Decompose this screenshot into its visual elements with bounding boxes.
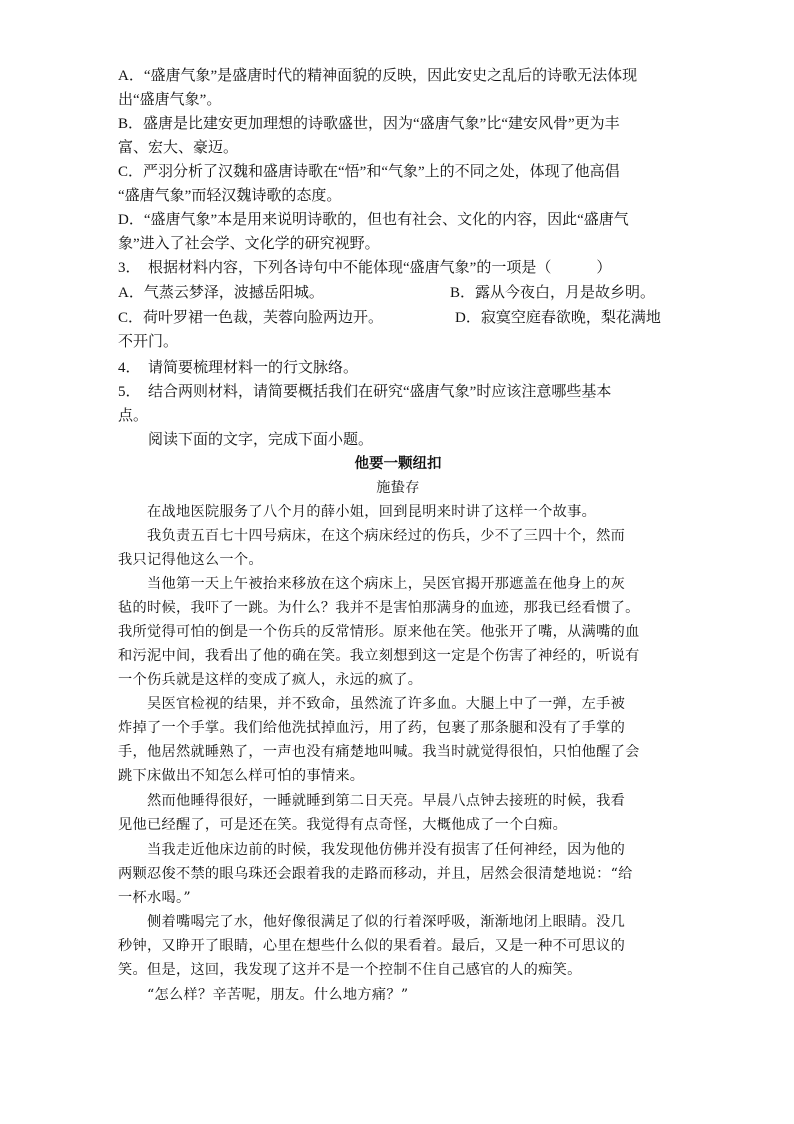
story-line: 然而他睡得很好，一睡就睡到第二日天亮。早晨八点钟去接班的时候，我看 <box>118 793 626 809</box>
story-line: 秒钟，又睁开了眼睛，心里在想些什么似的果看着。最后，又是一种不可思议的 <box>118 938 626 954</box>
option-d-line-2: 象”进入了社会学、文化学的研究视野。 <box>118 236 380 252</box>
story-line: 两颗忍俊不禁的眼乌珠还会跟着我的走路而移动，并且，居然会很清楚地说：“给 <box>118 866 633 882</box>
story-title: 他要一颗纽扣 <box>354 455 442 472</box>
question-3-option-c: C．荷叶罗裙一色裁，芙蓉向脸两边开。 <box>118 310 384 326</box>
reading-instruction: 阅读下面的文字，完成下面小题。 <box>148 432 374 448</box>
story-line: 我负责五百七十四号病床，在这个病床经过的伤兵，少不了三四十个，然而 <box>118 528 626 544</box>
option-c-line-1: C．严羽分析了汉魏和盛唐诗歌在“悟”和“气象”上的不同之处，体现了他高倡 <box>118 164 620 180</box>
story-line: 笑。但是，这回，我发现了这并不是一个控制不住自己感官的人的痴笑。 <box>118 962 582 978</box>
story-line: 炸掉了一个手掌。我们给他洗拭掉血污，用了药，包裹了那条腿和没有了手掌的 <box>118 720 626 736</box>
question-5-line-2: 点。 <box>118 408 149 424</box>
question-3-option-a: A．气蒸云梦泽，波撼岳阳城。 <box>118 285 324 301</box>
option-c-line-2: “盛唐气象”而轻汉魏诗歌的态度。 <box>118 188 342 204</box>
option-d-line-1: D．“盛唐气象”本是用来说明诗歌的，但也有社会、文化的内容，因此“盛唐气 <box>118 212 629 228</box>
story-line: 在战地医院服务了八个月的薛小姐，回到昆明来时讲了这样一个故事。 <box>118 504 597 520</box>
question-5-line-1: 5． 结合两则材料，请简要概括我们在研究“盛唐气象”时应该注意哪些基本 <box>118 384 612 400</box>
story-line: 和污泥中间，我看出了他的确在笑。我立刻想到这一定是个伤害了神经的，听说有 <box>118 648 640 664</box>
question-3-option-b: B．露从今夜白，月是故乡明。 <box>450 285 656 301</box>
story-line: 一个伤兵就是这样的变成了疯人，永远的疯了。 <box>118 672 423 688</box>
story-line: 毡的时候，我吓了一跳。为什么？我并不是害怕那满身的血迹，那我已经看惯了。 <box>118 600 640 616</box>
option-a-line-1: A．“盛唐气象”是盛唐时代的精神面貌的反映，因此安史之乱后的诗歌无法体现 <box>118 68 638 84</box>
option-b-line-1: B．盛唐是比建安更加理想的诗歌盛世，因为“盛唐气象”比“建安风骨”更为丰 <box>118 116 620 132</box>
question-3-option-d: D．寂寞空庭春欲晚，梨花满地 <box>455 310 661 326</box>
question-3-stem: 3． 根据材料内容，下列各诗句中不能体现“盛唐气象”的一项是（ ） <box>118 260 612 276</box>
story-line: 一杯水喝。” <box>118 890 191 906</box>
story-line: 吴医官检视的结果，并不致命，虽然流了许多血。大腿上中了一弹，左手被 <box>118 696 626 712</box>
story-line: 我只记得他这么一个。 <box>118 552 263 568</box>
question-3-row-ab <box>118 281 678 305</box>
question-3-row-cd <box>118 306 678 330</box>
story-line: 当我走近他床边前的时候，我发现他仿佛并没有损害了任何神经，因为他的 <box>118 842 626 858</box>
story-line: 我所觉得可怕的倒是一个伤兵的反常情形。原来他在笑。他张开了嘴，从满嘴的血 <box>118 624 640 640</box>
story-line: 手，他居然就睡熟了，一声也没有痛楚地叫喊。我当时就觉得很怕，只怕他醒了会 <box>118 744 640 760</box>
option-a-line-2: 出“盛唐气象”。 <box>118 92 222 108</box>
story-author: 施蛰存 <box>376 480 420 496</box>
story-line: 侧着嘴喝完了水，他好像很满足了似的行着深呼吸，渐渐地闭上眼睛。没几 <box>118 914 626 930</box>
story-line: 当他第一天上午被抬来移放在这个病床上，吴医官揭开那遮盖在他身上的灰 <box>118 576 626 592</box>
option-b-line-2: 富、宏大、豪迈。 <box>118 140 239 156</box>
story-line: 见他已经醒了，可是还在笑。我觉得有点奇怪，大概他成了一个白痴。 <box>118 817 568 833</box>
story-line: “怎么样？辛苦呢，朋友。什么地方痛？” <box>118 987 409 1003</box>
story-line: 跳下床做出不知怎么样可怕的事情来。 <box>118 768 365 784</box>
question-4: 4． 请简要梳理材料一的行文脉络。 <box>118 360 359 376</box>
question-3-option-d-cont: 不开门。 <box>118 334 179 350</box>
